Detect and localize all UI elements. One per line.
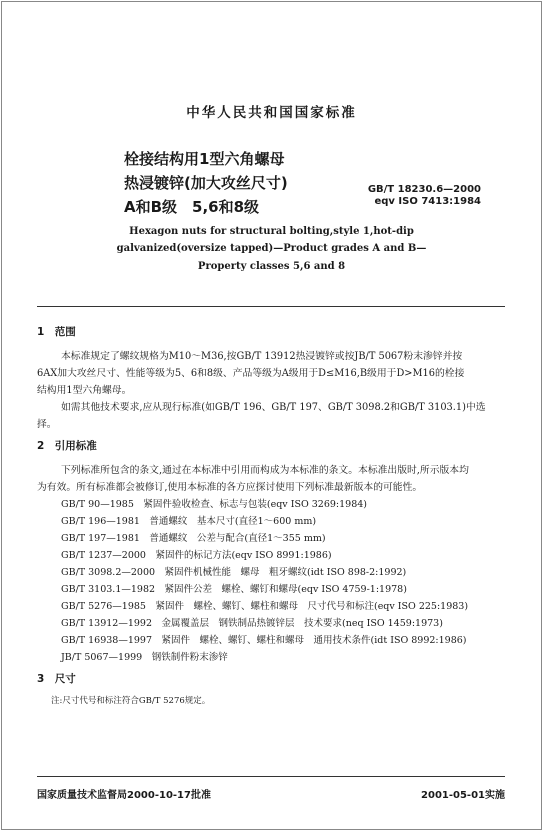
section-2-heading: 2 引用标准 <box>37 440 97 452</box>
header-divider <box>37 306 505 307</box>
title-en-line1: Hexagon nuts for structural bolting,style 1,hot-dip <box>129 226 414 237</box>
section-1-heading: 1 范围 <box>37 326 76 338</box>
section-2-intro-line1: 下列标准所包含的条文,通过在本标准中引用而构成为本标准的条文。本标准出版时,所示版本均 <box>61 465 469 476</box>
national-standard-heading: 中华人民共和国国家标准 <box>186 105 357 121</box>
section-1-p1-line3: 结构用1型六角螺母。 <box>37 385 132 396</box>
reference-item: GB/T 16938—1997 紧固件 螺栓、螺钉、螺柱和螺母 通用技术条件(idt ISO 8992:1986) <box>61 635 467 646</box>
title-en-line3: Property classes 5,6 and 8 <box>197 261 346 272</box>
title-cn-line2: 热浸镀锌(加大攻丝尺寸) <box>124 174 288 192</box>
issuer-approval: 国家质量技术监督局2000-10-17批准 <box>37 790 211 801</box>
reference-item: GB/T 1237—2000 紧固件的标记方法(eqv ISO 8991:1986) <box>61 550 332 561</box>
section-3-heading: 3 尺寸 <box>37 673 76 685</box>
standard-number: GB/T 18230.6—2000 <box>367 184 481 195</box>
reference-item: GB/T 197—1981 普通螺纹 公差与配合(直径1～355 mm) <box>61 533 326 544</box>
reference-item: GB/T 3103.1—1982 紧固件公差 螺栓、螺钉和螺母(eqv ISO 4759-1:1978) <box>61 584 407 595</box>
title-en-line2: galvanized(oversize tapped)—Product grades A and B— <box>116 243 427 254</box>
section-1-p1-line1: 本标准规定了螺纹规格为M10～M36,按GB/T 13912热浸镀锌或按JB/T 5067粉末渗锌并按 <box>61 351 463 362</box>
reference-item: GB/T 13912—1992 金属覆盖层 钢铁制品热镀锌层 技术要求(neq ISO 1459:1973) <box>61 618 443 629</box>
section-3-note: 注:尺寸代号和标注符合GB/T 5276规定。 <box>51 696 211 706</box>
reference-item: GB/T 5276—1985 紧固件 螺栓、螺钉、螺柱和螺母 尺寸代号和标注(eqv ISO 225:1983) <box>61 601 469 612</box>
standard-equivalent: eqv ISO 7413:1984 <box>374 196 481 207</box>
footer-divider <box>37 776 505 777</box>
reference-item: GB/T 196—1981 普通螺纹 基本尺寸(直径1～600 mm) <box>61 516 317 527</box>
reference-item: JB/T 5067—1999 钢铁制件粉末渗锌 <box>61 652 228 663</box>
section-2-intro-line2: 为有效。所有标准都会被修订,使用本标准的各方应探讨使用下列标准最新版本的可能性。 <box>37 482 423 493</box>
section-1-p2-line2: 择。 <box>37 419 57 430</box>
reference-item: GB/T 90—1985 紧固件验收检查、标志与包装(eqv ISO 3269:1984) <box>61 499 368 510</box>
section-1-p2-line1: 如需其他技术要求,应从现行标准(如GB/T 196、GB/T 197、GB/T 3098.2和GB/T 3103.1)中选 <box>61 402 486 413</box>
title-cn-line3: A和B级 5,6和8级 <box>124 198 260 216</box>
reference-item: GB/T 3098.2—2000 紧固件机械性能 螺母 粗牙螺纹(idt ISO 898-2:1992) <box>61 567 407 578</box>
title-cn-line1: 栓接结构用1型六角螺母 <box>124 150 285 168</box>
effective-date: 2001-05-01实施 <box>421 790 505 801</box>
section-1-p1-line2: 6AX加大攻丝尺寸、性能等级为5、6和8级、产品等级为A级用于D≤M16,B级用于D>M16的栓接 <box>37 368 465 379</box>
